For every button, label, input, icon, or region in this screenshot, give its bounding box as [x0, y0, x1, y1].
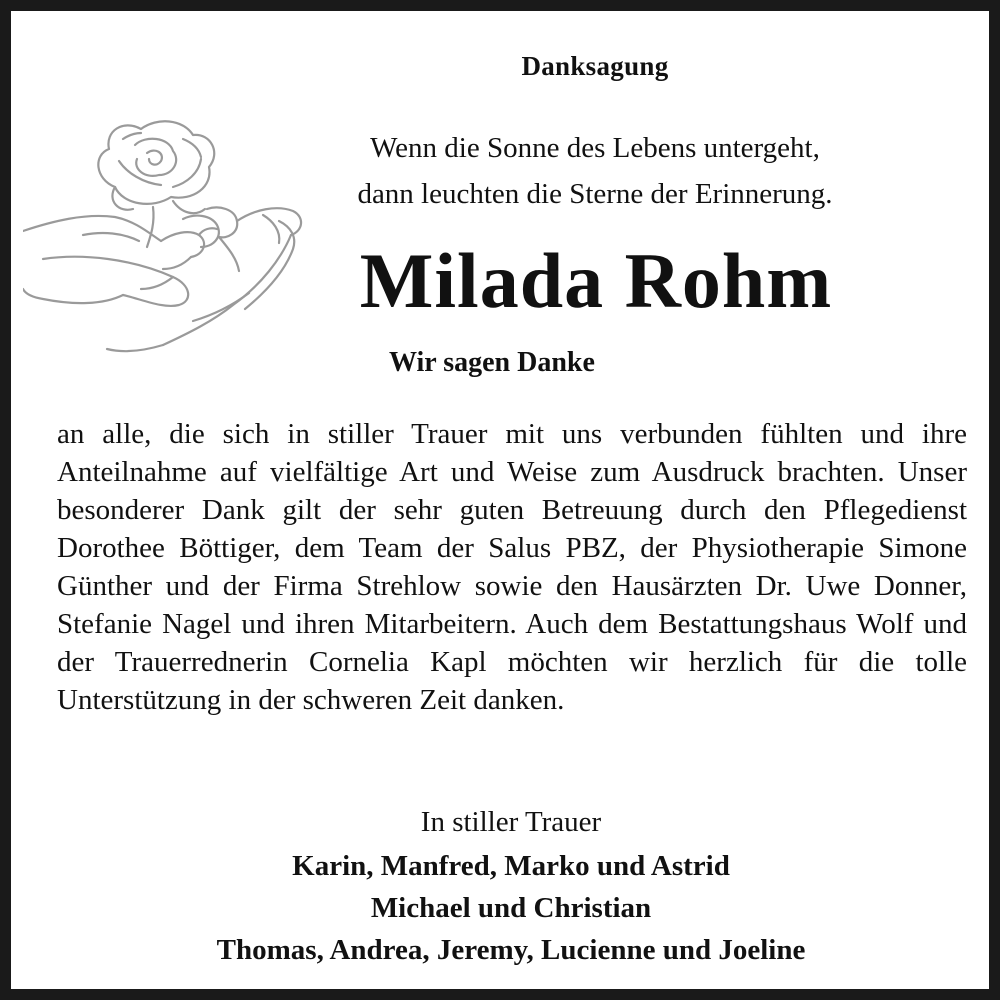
closing-phrase: [11, 806, 1000, 839]
quote-line: dann leuchten die Sterne der Erinnerung.: [357, 178, 833, 210]
signature-line: Thomas, Andrea, Jeremy, Lucienne und Joeline: [216, 934, 806, 966]
thanks-body: an alle, die sich in stiller Trauer mit uns verbunden fühlten und ihre Anteilnahme auf vielfältige Art und Weise zum Ausdruck brachten. Unser besonderer Dank gilt der sehr guten Betreuung durch den Pflegedienst Dorothee Böttiger, dem Team der Salus PBZ, der Physiotherapie Simone Günther und der Firma Strehlow sowie den Hausärzten Dr. Uwe Donner, Stefanie Nagel und ihren Mitarbeitern. Auch dem Bestattungshaus Wolf und der Trauerrednerin Cornelia Kapl möchten wir herzlich für die tolle Unterstützung in der schweren Zeit danken.: [57, 418, 967, 716]
signature-line: Michael und Christian: [370, 892, 652, 924]
thanks-subheading: Wir sagen Danke: [389, 347, 595, 378]
signature-line: Karin, Manfred, Marko und Astrid: [292, 850, 730, 882]
deceased-name: Milada Rohm: [359, 237, 833, 324]
notice-title: Danksagung: [521, 51, 669, 81]
rose-in-hands-icon: [23, 109, 308, 359]
memorial-quote: [307, 125, 883, 217]
closing-text: In stiller Trauer: [420, 806, 602, 838]
family-signatures: [11, 845, 1000, 971]
quote-line: Wenn die Sonne des Lebens untergeht,: [370, 132, 820, 164]
